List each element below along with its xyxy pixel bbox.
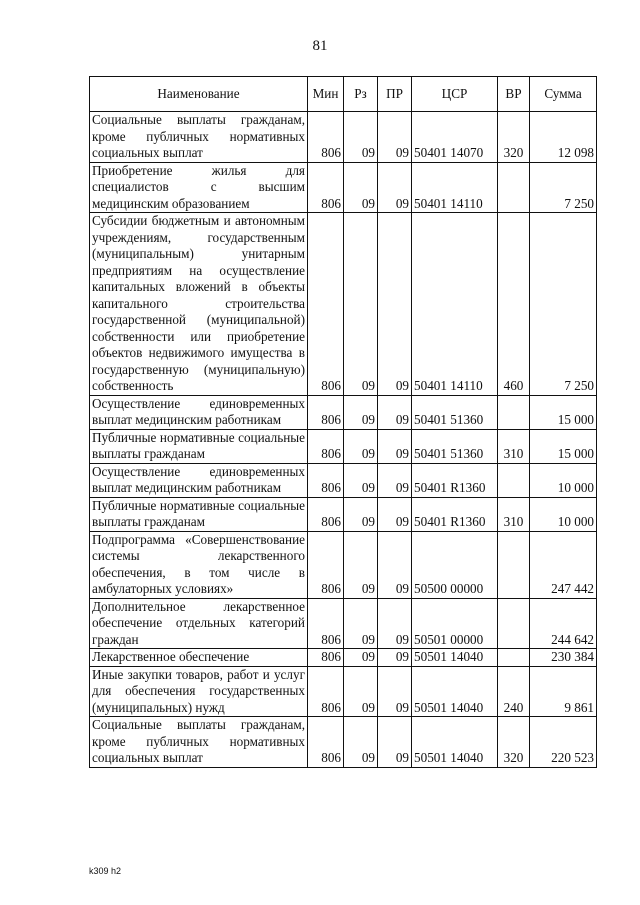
table-row xyxy=(90,463,597,497)
row-min: 806 xyxy=(308,463,344,497)
row-min: 806 xyxy=(308,531,344,598)
row-csr: 50501 14040 xyxy=(412,666,498,717)
table-row xyxy=(90,112,597,163)
table-row xyxy=(90,162,597,213)
row-pr: 09 xyxy=(378,649,412,667)
row-sum: 12 098 xyxy=(530,112,597,163)
row-vr xyxy=(498,463,530,497)
table-row xyxy=(90,395,597,429)
row-pr: 09 xyxy=(378,213,412,396)
row-vr xyxy=(498,649,530,667)
row-pr: 09 xyxy=(378,717,412,768)
row-csr: 50401 14070 xyxy=(412,112,498,163)
row-vr: 320 xyxy=(498,717,530,768)
row-rz: 09 xyxy=(344,497,378,531)
row-csr: 50401 51360 xyxy=(412,395,498,429)
row-csr: 50501 14040 xyxy=(412,717,498,768)
row-sum: 7 250 xyxy=(530,162,597,213)
row-min: 806 xyxy=(308,162,344,213)
row-name: Публичные нормативные социальные выплаты гражданам xyxy=(90,497,308,531)
header-name: Наименование xyxy=(90,77,308,112)
row-vr xyxy=(498,598,530,649)
header-pr: ПР xyxy=(378,77,412,112)
row-sum: 244 642 xyxy=(530,598,597,649)
row-sum: 7 250 xyxy=(530,213,597,396)
row-rz: 09 xyxy=(344,429,378,463)
row-min: 806 xyxy=(308,213,344,396)
footer-code: k309 h2 xyxy=(89,866,122,876)
row-rz: 09 xyxy=(344,162,378,213)
row-name: Осуществление единовременных выплат медицинским работникам xyxy=(90,395,308,429)
header-csr: ЦСР xyxy=(412,77,498,112)
row-vr xyxy=(498,162,530,213)
row-pr: 09 xyxy=(378,598,412,649)
table-row xyxy=(90,649,597,667)
table-header-row xyxy=(90,77,597,112)
row-sum: 220 523 xyxy=(530,717,597,768)
row-vr: 240 xyxy=(498,666,530,717)
row-sum: 15 000 xyxy=(530,395,597,429)
row-min: 806 xyxy=(308,649,344,667)
table-row xyxy=(90,497,597,531)
row-name: Осуществление единовременных выплат медицинским работникам xyxy=(90,463,308,497)
row-pr: 09 xyxy=(378,497,412,531)
row-sum: 15 000 xyxy=(530,429,597,463)
row-sum: 10 000 xyxy=(530,463,597,497)
header-vr: ВР xyxy=(498,77,530,112)
row-vr: 310 xyxy=(498,497,530,531)
row-name: Подпрограмма «Совершенствование системы лекарственного обеспечения, в том числе в амбулаторных условиях» xyxy=(90,531,308,598)
row-pr: 09 xyxy=(378,162,412,213)
row-name: Публичные нормативные социальные выплаты гражданам xyxy=(90,429,308,463)
row-min: 806 xyxy=(308,429,344,463)
row-csr: 50401 14110 xyxy=(412,162,498,213)
row-min: 806 xyxy=(308,666,344,717)
row-sum: 10 000 xyxy=(530,497,597,531)
row-csr: 50500 00000 xyxy=(412,531,498,598)
row-csr: 50501 14040 xyxy=(412,649,498,667)
row-csr: 50401 R1360 xyxy=(412,463,498,497)
budget-table xyxy=(89,76,597,768)
table-row xyxy=(90,531,597,598)
table-row xyxy=(90,598,597,649)
row-min: 806 xyxy=(308,598,344,649)
row-pr: 09 xyxy=(378,395,412,429)
row-pr: 09 xyxy=(378,531,412,598)
row-min: 806 xyxy=(308,717,344,768)
row-sum: 247 442 xyxy=(530,531,597,598)
row-pr: 09 xyxy=(378,666,412,717)
row-rz: 09 xyxy=(344,531,378,598)
row-min: 806 xyxy=(308,395,344,429)
header-min: Мин xyxy=(308,77,344,112)
row-min: 806 xyxy=(308,497,344,531)
row-name: Лекарственное обеспечение xyxy=(90,649,308,667)
row-pr: 09 xyxy=(378,429,412,463)
row-name: Иные закупки товаров, работ и услуг для обеспечения государственных (муниципальных) нужд xyxy=(90,666,308,717)
row-rz: 09 xyxy=(344,717,378,768)
row-sum: 9 861 xyxy=(530,666,597,717)
row-name: Социальные выплаты гражданам, кроме публичных нормативных социальных выплат xyxy=(90,717,308,768)
row-vr xyxy=(498,395,530,429)
row-csr: 50401 14110 xyxy=(412,213,498,396)
page-number: 81 xyxy=(312,38,328,54)
row-csr: 50501 00000 xyxy=(412,598,498,649)
row-name: Приобретение жилья для специалистов с высшим медицинским образованием xyxy=(90,162,308,213)
row-vr xyxy=(498,531,530,598)
row-pr: 09 xyxy=(378,463,412,497)
row-rz: 09 xyxy=(344,463,378,497)
row-rz: 09 xyxy=(344,649,378,667)
row-rz: 09 xyxy=(344,213,378,396)
row-csr: 50401 R1360 xyxy=(412,497,498,531)
table-row xyxy=(90,666,597,717)
row-name: Дополнительное лекарственное обеспечение отдельных категорий граждан xyxy=(90,598,308,649)
row-vr: 320 xyxy=(498,112,530,163)
row-rz: 09 xyxy=(344,666,378,717)
row-name: Социальные выплаты гражданам, кроме публичных нормативных социальных выплат xyxy=(90,112,308,163)
table-row xyxy=(90,429,597,463)
row-sum: 230 384 xyxy=(530,649,597,667)
row-min: 806 xyxy=(308,112,344,163)
table-row xyxy=(90,213,597,396)
row-vr: 460 xyxy=(498,213,530,396)
row-vr: 310 xyxy=(498,429,530,463)
row-rz: 09 xyxy=(344,598,378,649)
header-rz: Рз xyxy=(344,77,378,112)
row-csr: 50401 51360 xyxy=(412,429,498,463)
row-rz: 09 xyxy=(344,112,378,163)
row-name: Субсидии бюджетным и автономным учреждениям, государственным (муниципальным) унитарным предприятиям на осуществление капитальных вложений в объекты капитального строительства государственной (муниципальной) собственности или приобретение объектов недвижимого имущества в государственную (муниципальную) собственность xyxy=(90,213,308,396)
row-rz: 09 xyxy=(344,395,378,429)
header-sum: Сумма xyxy=(530,77,597,112)
table-row xyxy=(90,717,597,768)
row-pr: 09 xyxy=(378,112,412,163)
